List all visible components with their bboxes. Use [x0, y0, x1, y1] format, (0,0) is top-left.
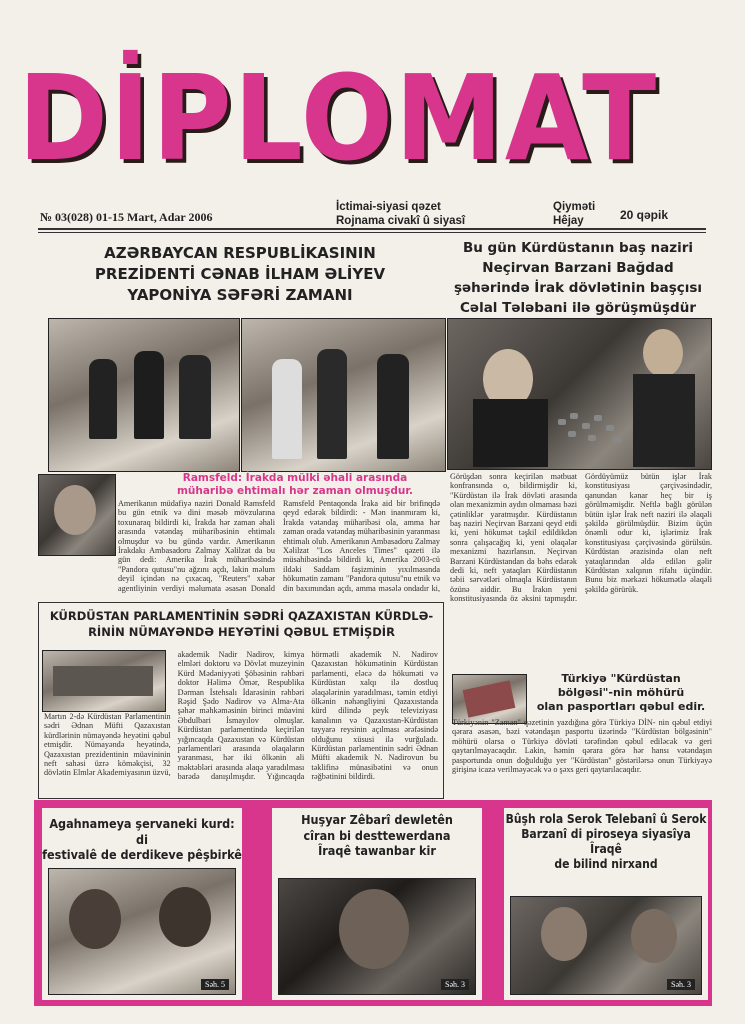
- barzani-headline-line-4: Cəlal Tələbani ilə görüşmüşdür: [460, 300, 696, 316]
- lead-headline: [40, 243, 440, 306]
- issue-line: № 03(028) 01-15 Mart, Adar 2006: [40, 210, 213, 224]
- bottom-box-2-photo: [278, 878, 476, 995]
- kazakhstan-headline-line-1: KÜRDÜSTAN PARLAMENTİNİN SƏDRİ QAZAXISTAN KÜRDLƏ-: [49, 609, 434, 623]
- lead-headline-line-3: YAPONİYA SƏFƏRİ ZAMANI: [127, 286, 353, 304]
- bottom-box-1-headline-line-1: Agahnameya şervaneki kurd: di: [49, 816, 235, 847]
- barzani-headline-line-1: Bu gün Kürdüstanın baş naziri: [462, 240, 694, 256]
- bottom-box-1-headline-line-2: festivalê de derdikeve pêşbirkê: [42, 847, 242, 863]
- masthead-rule-thin: [38, 232, 706, 233]
- bottom-box-2-headline: [272, 812, 482, 859]
- bottom-box-3-headline-line-3: de bilind nirxand: [554, 857, 658, 871]
- kazakhstan-headline-line-2: RİNİN NÜMAYƏNDƏ HEYƏTİNİ QƏBUL ETMİŞDİR: [88, 625, 395, 639]
- subtitle-line-1: İctimai-siyasi qəzet: [336, 201, 441, 213]
- lead-headline-line-1: AZƏRBAYCAN RESPUBLİKASININ: [104, 244, 376, 262]
- bottom-box-1-photo: [48, 868, 236, 995]
- bottom-box-3-page-ref: Səh. 3: [667, 979, 695, 990]
- masthead-rule: [38, 228, 706, 230]
- passport-body: Türkiyənin "Zaman" qəzetinin yazdığına görə Türkiyə DİN- nin qəbul etdiyi qərara əsasən, bəzi vətəndaşın pasportu üzərində "Kürdüstan bölgəsinin" möhürü olarsa o Türkiyə dövləti tərəfindən qəbul ediləcək və geri qaytarılmayacaqdır. Lakin, həmin qərara görə hər hansı vətəndaşın pasportunda onun doğulduğu yer "Kürdüstan" göstərilərsə onun Türkiyəyə girişinə icazə verilməyəcək və o şəxs geri qaytarılacaqdır.: [452, 718, 712, 775]
- bottom-box-1: [40, 806, 244, 1002]
- bottom-box-3-photo: [510, 896, 702, 995]
- photo-passport: [452, 674, 527, 724]
- bottom-box-2-page-ref: Səh. 3: [441, 979, 469, 990]
- bottom-box-3-headline-line-2: Barzanî di piroseya siyasîya Îraqê: [521, 827, 691, 856]
- photo-rumsfeld: [38, 474, 116, 556]
- barzani-headline: [447, 238, 709, 318]
- barzani-headline-line-3: şəhərində İrak dövlətinin başçısı: [453, 280, 703, 296]
- bottom-box-3-headline: [504, 812, 708, 872]
- kazakhstan-headline: [44, 608, 439, 640]
- bottom-box-3-headline-line-1: Bûşh rola Serok Telebanî û Serok: [505, 812, 707, 826]
- kazakhstan-body-text: Martın 2-də Kürdüstan Parlamentinin sədri Ədnan Müfti Qazaxıstan kürdlərinin nümayəndə heyətini qəbul etmişdir. Nümayəndə heyətində, Qazaxıstan prezidentinin müavininin neft sahəsi üzrə köməkçisi, 32 dövlətin Elmlər Akademiyasının üzvü, akademik Nadir Nadirov, kimya elmləri doktoru və Dövlət muzeyinin Kürd Mədəniyyəti Şöbəsinin rəhbəri doktor Həlimə Ömər, Respublika Dərman İstehsalı İdarəsinin rəhbəri Rəşid Şədo Nadirov və Alma-Ata şəhər məhkəməsinin birinci müavini Əbdulbari İsmayılov olmuşlar. Kürdüstan parlamentində keçirilən yığıncaqda Qazaxıstan və Kürdüstan parlamentləri arasında olaqaların yaranması, hər iki ölkənin ali məktəbləri arasında əlaqə yaradılması barədə danışılmışdır. Yığıncaqda hörmətli akademik N. Nadirov Qazaxıstan hökumətinin Kürdüstan parlamenti, eləcə də hökuməti və Kürdüstan xalqı ilə dostluq əlaqələrinin yaradılması, təmin etdiyi ölkənin nəhəngliyini Qazaxıstanda kürd dilində peyk televiziyası kanalının və Qazaxıstan-Kürdüstan tayyarə reysinin açılması ərəfəsində olduğunu xüsusi ilə vurğuladı. Kürdüstan parlamentinin sədri Ədnan Müfti akademik N. Nadirovun bu təklifinə münasibətini və onun rəğbətinini bildirdi.: [44, 650, 438, 782]
- lead-headline-line-2: PREZİDENTİ CƏNAB İLHAM ƏLİYEV: [94, 265, 386, 283]
- photo-press-conference: [447, 318, 712, 470]
- bottom-box-2-headline-line-3: Îraqê tawanbar kir: [318, 843, 436, 859]
- price-label-line-2: Hêjay: [553, 215, 584, 227]
- bottom-box-3: [502, 806, 710, 1002]
- bottom-box-2: [270, 806, 484, 1002]
- bottom-box-1-headline: [42, 816, 242, 863]
- price-label: [553, 200, 595, 228]
- photo-handshake: [241, 318, 446, 472]
- passport-headline-line-3: olan pasportları qəbul edir.: [536, 700, 706, 713]
- newspaper-title: DİPLOMAT: [18, 49, 659, 187]
- passport-headline: [530, 672, 712, 714]
- barzani-body: Görüşdən sonra keçirilən mətbuat konfransında o, bildirmişdir ki, "Kürdüstan ilə İrak dövləti arasında olan mexanizmin aydın olmaması bəzi çətinliklər yaratmışdır. Kürdüstanın baş naziri Neçirvan Barzani qeyd etdi ki, yeni hökumət təşkil edildikdən sonra çalışacağıq ki, yeni olaqələr mexanizmi hazırlansın. Neçirvan Barzani Kürdüstandan da bəhs edərək dedi ki, neft yataqları Kürdüstanın təbii sərvətləri olmaqla Kürdüstanın özünə aiddir. Bu İrakın yeni konstitusiyasında öz əksini tapmışdır. Gördüyümüz bütün işlər İrak konstitusiyası çərçivəsindədir, qanundan kənar heç bir iş görülməmişdir. Neftlə bağlı görülən bütün işlər İrak neft naziri ilə əlaqəli şəkildə görülmüşdür. Bizim üçün önəmli odur ki, işlərimiz İrak konstitusiyası çərçivəsində görülsün. Kürdüstan ərazisində olan neft yataqlarından əldə edilən gəlir Kürdüstan xalqının rifahı üçündür. Bunu biz mərkəzi hökumətlə əlaqəli şəkildə görürük.: [450, 472, 712, 604]
- bottom-box-2-headline-line-1: Huşyar Zêbarî dewletên: [301, 812, 453, 827]
- subtitle: [336, 200, 465, 228]
- passport-headline-line-1: Türkiyə "Kürdüstan: [561, 672, 681, 685]
- rumsfeld-body: Amerikanın müdafiyə naziri Donald Ramsfeld bu gün etnik və dini məsəb mövzularına toxunaraq bildirdi ki, İrakda hər zaman əhali arasında vətəndaş müharibəsinin ehtimalı olmuşdur və bu gündə vardır. Amerikanın İrakdakı Ambasadoru Zalmay Xəlilzat da bu gün dedi: Amerika İrak müharibəsində "Pandora qutusu"nu ağzını açdı, lakin məlum deyil içindən nə çıxacaq, "Reuters" xəbər agentliyinin verdiyi məlumata əsasən Donald Ramsfeld Pentaqonda İraka aid bir brifinqdə qeyd edərək bildirdi: - Mən inanmıram ki, İrakda vətəndaş müharibəsi ola, amma hər zaman orada vətəndaş müharibəsinin yaranması ehtimalı olub. Amerikanın Ambasadoru Zalmay Xəlilzat "Los Anceles Times" qəzeti ilə müsahibəsində bildirdi ki, Amerika 2003-cü ildəki Saddam faşizminin yıxılmasında hökumətin zamanı "Pandora qutusu"nu etnik və din baxımından açdı, amma məsələ ondadır ki,: [118, 499, 440, 593]
- rumsfeld-headline: [150, 472, 440, 498]
- passport-headline-line-2: bölgəsi"-nin möhürü: [557, 686, 685, 699]
- rumsfeld-headline-line-1: Ramsfeld: İrakda mülki əhali arasında: [182, 472, 408, 484]
- bottom-box-2-headline-line-2: cîran bi desttewerdana: [303, 827, 451, 843]
- rumsfeld-headline-line-2: müharibə ehtimalı hər zaman olmuşdur.: [176, 485, 414, 497]
- masthead: [18, 38, 723, 198]
- bottom-box-1-page-ref: Səh. 5: [201, 979, 229, 990]
- subtitle-line-2: Rojnama civakî û siyasî: [336, 215, 466, 227]
- barzani-headline-line-2: Neçirvan Barzani Bağdad: [482, 260, 674, 276]
- kazakhstan-body: [44, 650, 438, 796]
- price-label-line-1: Qiyməti: [553, 201, 596, 213]
- price-value: 20 qəpik: [620, 208, 669, 222]
- photo-aliyev-meeting: [48, 318, 240, 472]
